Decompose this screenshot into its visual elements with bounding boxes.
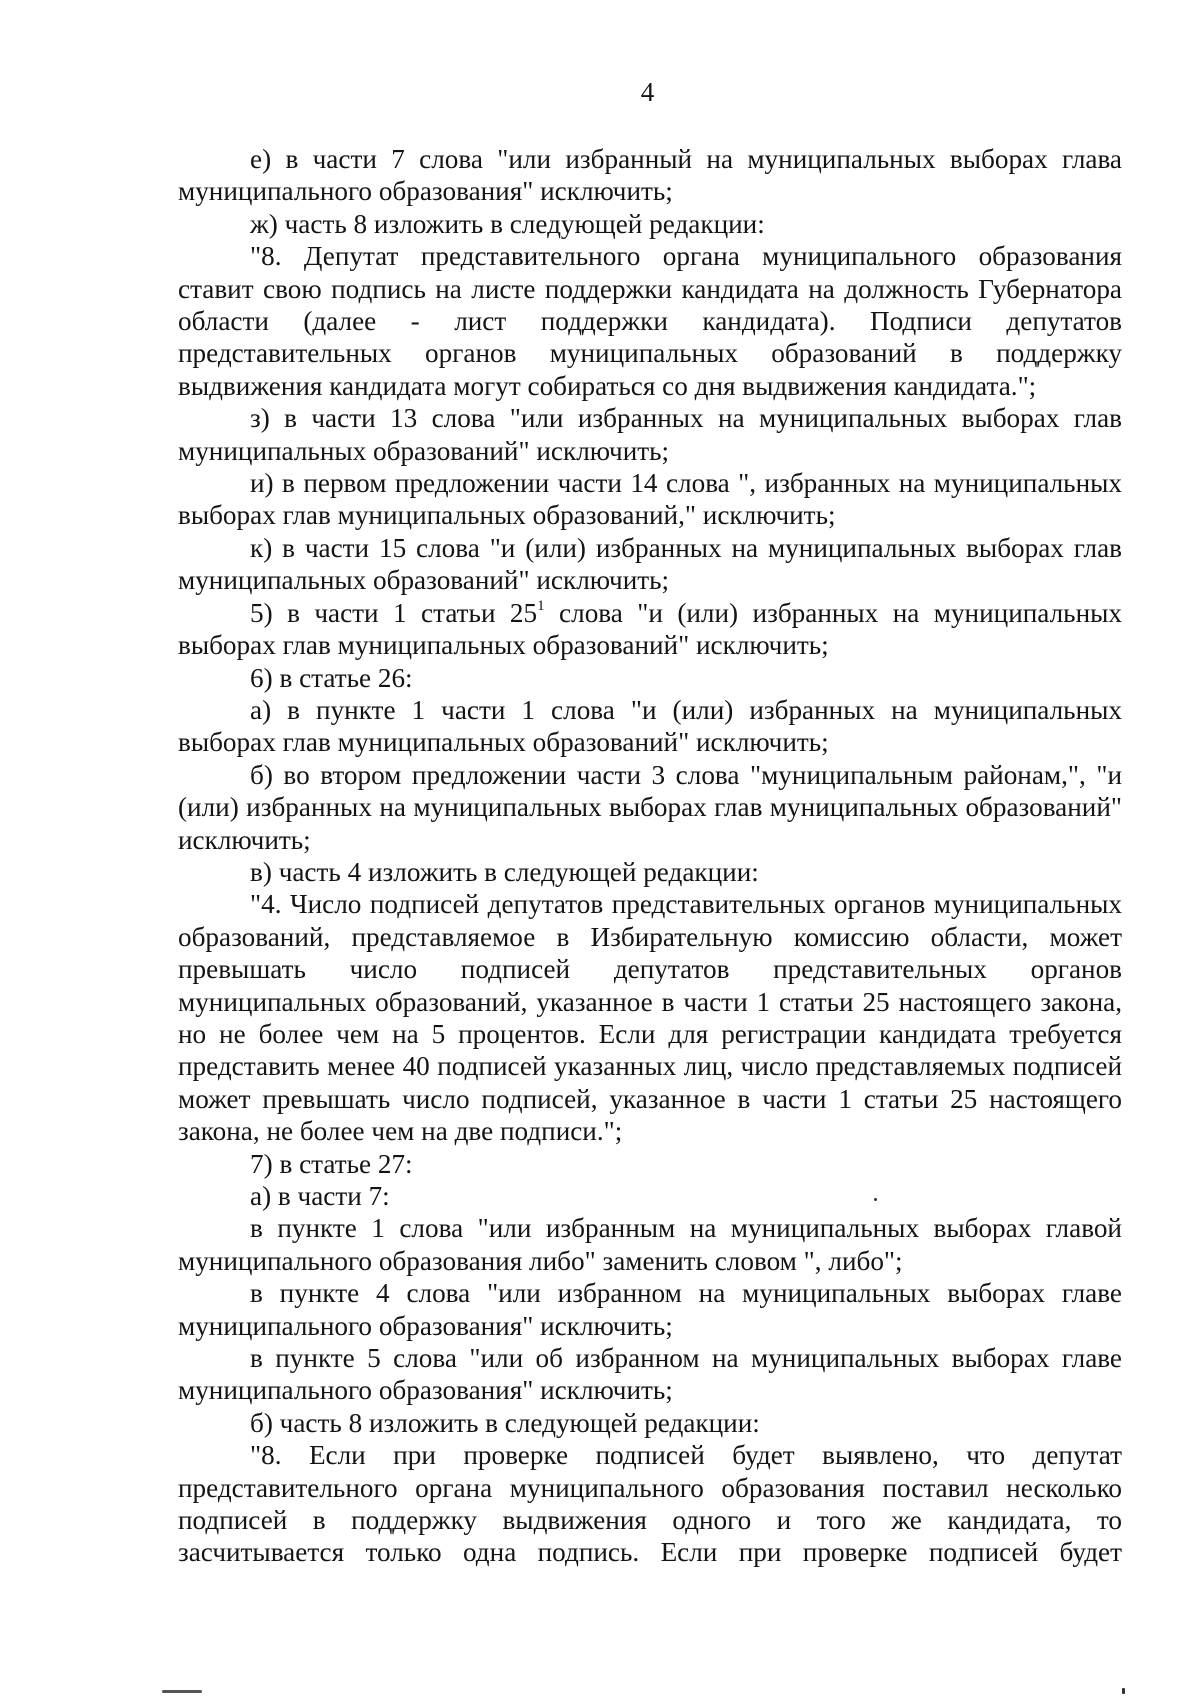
paragraph-6b: б) во втором предложении части 3 слова "муниципальным районам,", "и (или) избранных на муниципальных выборах глав муниципальных образований" исключить; — [178, 759, 1122, 855]
article-superscript: 1 — [537, 597, 545, 614]
paragraph-5 — [178, 597, 1122, 662]
paragraph-7a: а) в части 7: — [250, 1181, 390, 1211]
paragraph-item-4: в пункте 4 слова "или избранном на муниципальных выборах главе муниципального образования" исключить; — [178, 1278, 1122, 1341]
paragraph-7: 7) в статье 27: — [250, 1148, 413, 1179]
paragraph-quote-8-continued: "8. Если при проверке подписей будет выявлено, что депутат представительного органа муниципального образования поставил несколько подписей в поддержку выдвижения одного и того же кандидата, то засчитывается только одна подпись. Если при проверке подписей будет — [178, 1440, 1122, 1568]
paragraph-item-1: в пункте 1 слова "или избранным на муниципальных выборах главой муниципального образования либо" заменить словом ", либо"; — [178, 1213, 1122, 1276]
paragraph-z: з) в части 13 слова "или избранных на муниципальных выборах глав муниципальных образований" исключить; — [178, 403, 1122, 466]
paragraph-6: 6) в статье 26: — [250, 662, 413, 693]
document-body — [178, 143, 1122, 1569]
paragraph-6v: в) часть 4 изложить в следующей редакции: — [250, 856, 759, 887]
paragraph-quote-8: "8. Депутат представительного органа муниципального образования ставит свою подпись на листе поддержки кандидата на должность Губернатора области (далее - лист поддержки кандидата). Подписи депутатов представительных органов муниципальных образований в поддержку выдвижения кандидата могут собираться со дня выдвижения кандидата."; — [178, 241, 1122, 401]
paragraph-zh: ж) часть 8 изложить в следующей редакции: — [250, 208, 765, 239]
paragraph-7b: б) часть 8 изложить в следующей редакции: — [250, 1407, 760, 1438]
paragraph-e: е) в части 7 слова "или избранный на муниципальных выборах глава муниципального образования" исключить; — [178, 144, 1122, 207]
paragraph-k: к) в части 15 слова "и (или) избранных на муниципальных выборах глав муниципальных образований" исключить; — [178, 532, 1122, 596]
page-number: 4 — [640, 77, 655, 107]
paragraph-i: и) в первом предложении части 14 слова ", избранных на муниципальных выборах глав муниципальных образований," исключить; — [178, 468, 1122, 531]
scan-dot — [1122, 1688, 1125, 1694]
paragraph-6a: а) в пункте 1 части 1 слова "и (или) избранных на муниципальных выборах глав муниципальных образований" исключить; — [178, 694, 1122, 758]
paragraph-quote-4: "4. Число подписей депутатов представительных органов муниципальных образований, представляемое в Избирательную комиссию области, может превышать число подписей депутатов представительных органов муниципальных образований, указанное в части 1 статьи 25 настоящего закона, но не более чем на 5 процентов. Если для регистрации кандидата требуется представить менее 40 подписей указанных лиц, число представляемых подписей может превышать число подписей, указанное в части 1 статьи 25 настоящего закона, не более чем на две подписи."; — [178, 889, 1122, 1147]
paragraph-5-start: 5) в части 1 статьи 25 — [250, 597, 538, 628]
scan-dot — [162, 1690, 202, 1693]
paragraph-item-5: в пункте 5 слова "или об избранном на муниципальных выборах главе муниципального образования" исключить; — [178, 1343, 1122, 1406]
scan-dot — [874, 1198, 877, 1201]
paragraph-5-end: слова "и (или) избранных на муниципальных выборах глав муниципальных образований" исключить; — [178, 597, 1122, 661]
